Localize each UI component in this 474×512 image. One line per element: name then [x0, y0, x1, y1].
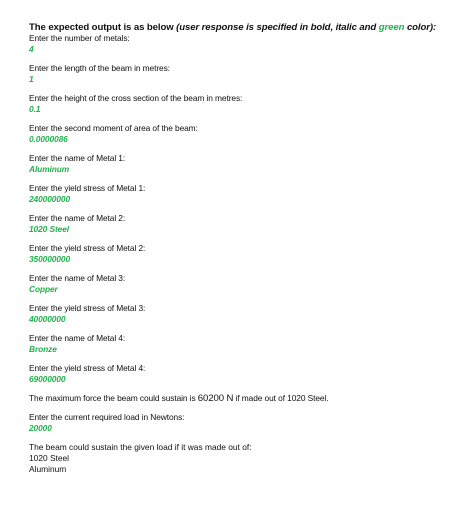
heading-note-close: color): — [404, 22, 437, 33]
page-heading — [29, 22, 469, 33]
max-force-line — [29, 393, 469, 404]
result-metal: 1020 Steel — [29, 453, 70, 463]
dialog-block-required-load — [29, 412, 469, 434]
user-response: Copper — [29, 284, 58, 294]
prompt-text: Enter the length of the beam in metres: — [29, 63, 170, 73]
prompt-text: Enter the name of Metal 3: — [29, 273, 126, 283]
prompt-text: Enter the name of Metal 4: — [29, 333, 126, 343]
user-response: 1020 Steel — [29, 224, 69, 234]
user-response: 1 — [29, 74, 34, 84]
heading-note-open: (user response is specified in bold, italic and — [176, 22, 379, 33]
dialog-block-metal-count — [29, 33, 469, 55]
max-force-block — [29, 393, 469, 404]
user-response: 0.0000086 — [29, 134, 68, 144]
user-response: 40000000 — [29, 314, 66, 324]
dialog-block-metal-1-yield — [29, 183, 469, 205]
prompt-text: Enter the yield stress of Metal 4: — [29, 363, 146, 373]
user-response: 0.1 — [29, 104, 41, 114]
heading-main: The expected output is as below — [29, 22, 177, 33]
user-response: 69000000 — [29, 374, 66, 384]
dialog-block-metal-3-name — [29, 273, 469, 295]
dialog-block-second-moment — [29, 123, 469, 145]
dialog-block-metal-1-name — [29, 153, 469, 175]
prompt-text: Enter the current required load in Newtons: — [29, 412, 185, 422]
user-response: 4 — [29, 44, 34, 54]
prompt-text: Enter the height of the cross section of the beam in metres: — [29, 93, 243, 103]
user-response: Bronze — [29, 344, 57, 354]
user-response: Aluminum — [29, 164, 70, 174]
dialog-block-beam-length — [29, 63, 469, 85]
max-force-value: 60200 N — [197, 393, 234, 404]
user-response: 240000000 — [29, 194, 71, 204]
prompt-text: Enter the yield stress of Metal 2: — [29, 243, 146, 253]
result-line: The beam could sustain the given load if it was made out of: — [29, 442, 252, 452]
heading-note — [176, 22, 436, 33]
result-block — [29, 442, 469, 475]
prompt-text: Enter the yield stress of Metal 3: — [29, 303, 146, 313]
user-response: 20000 — [29, 423, 52, 433]
dialog-block-metal-2-yield — [29, 243, 469, 265]
dialog-block-metal-2-name — [29, 213, 469, 235]
dialog-block-metal-3-yield — [29, 303, 469, 325]
dialog-block-metal-4-yield — [29, 363, 469, 385]
prompt-text: Enter the second moment of area of the beam: — [29, 123, 198, 133]
prompt-text: Enter the name of Metal 2: — [29, 213, 126, 223]
max-force-after: if made out of 1020 Steel. — [233, 393, 329, 403]
prompt-text: Enter the yield stress of Metal 1: — [29, 183, 146, 193]
heading-green-word: green — [378, 22, 405, 33]
document-page — [29, 22, 469, 475]
dialog-block-metal-4-name — [29, 333, 469, 355]
user-response: 350000000 — [29, 254, 71, 264]
prompt-text: Enter the name of Metal 1: — [29, 153, 126, 163]
result-metal: Aluminum — [29, 464, 67, 474]
prompt-text: Enter the number of metals: — [29, 33, 130, 43]
max-force-before: The maximum force the beam could sustain is — [29, 393, 198, 403]
dialog-block-beam-height — [29, 93, 469, 115]
